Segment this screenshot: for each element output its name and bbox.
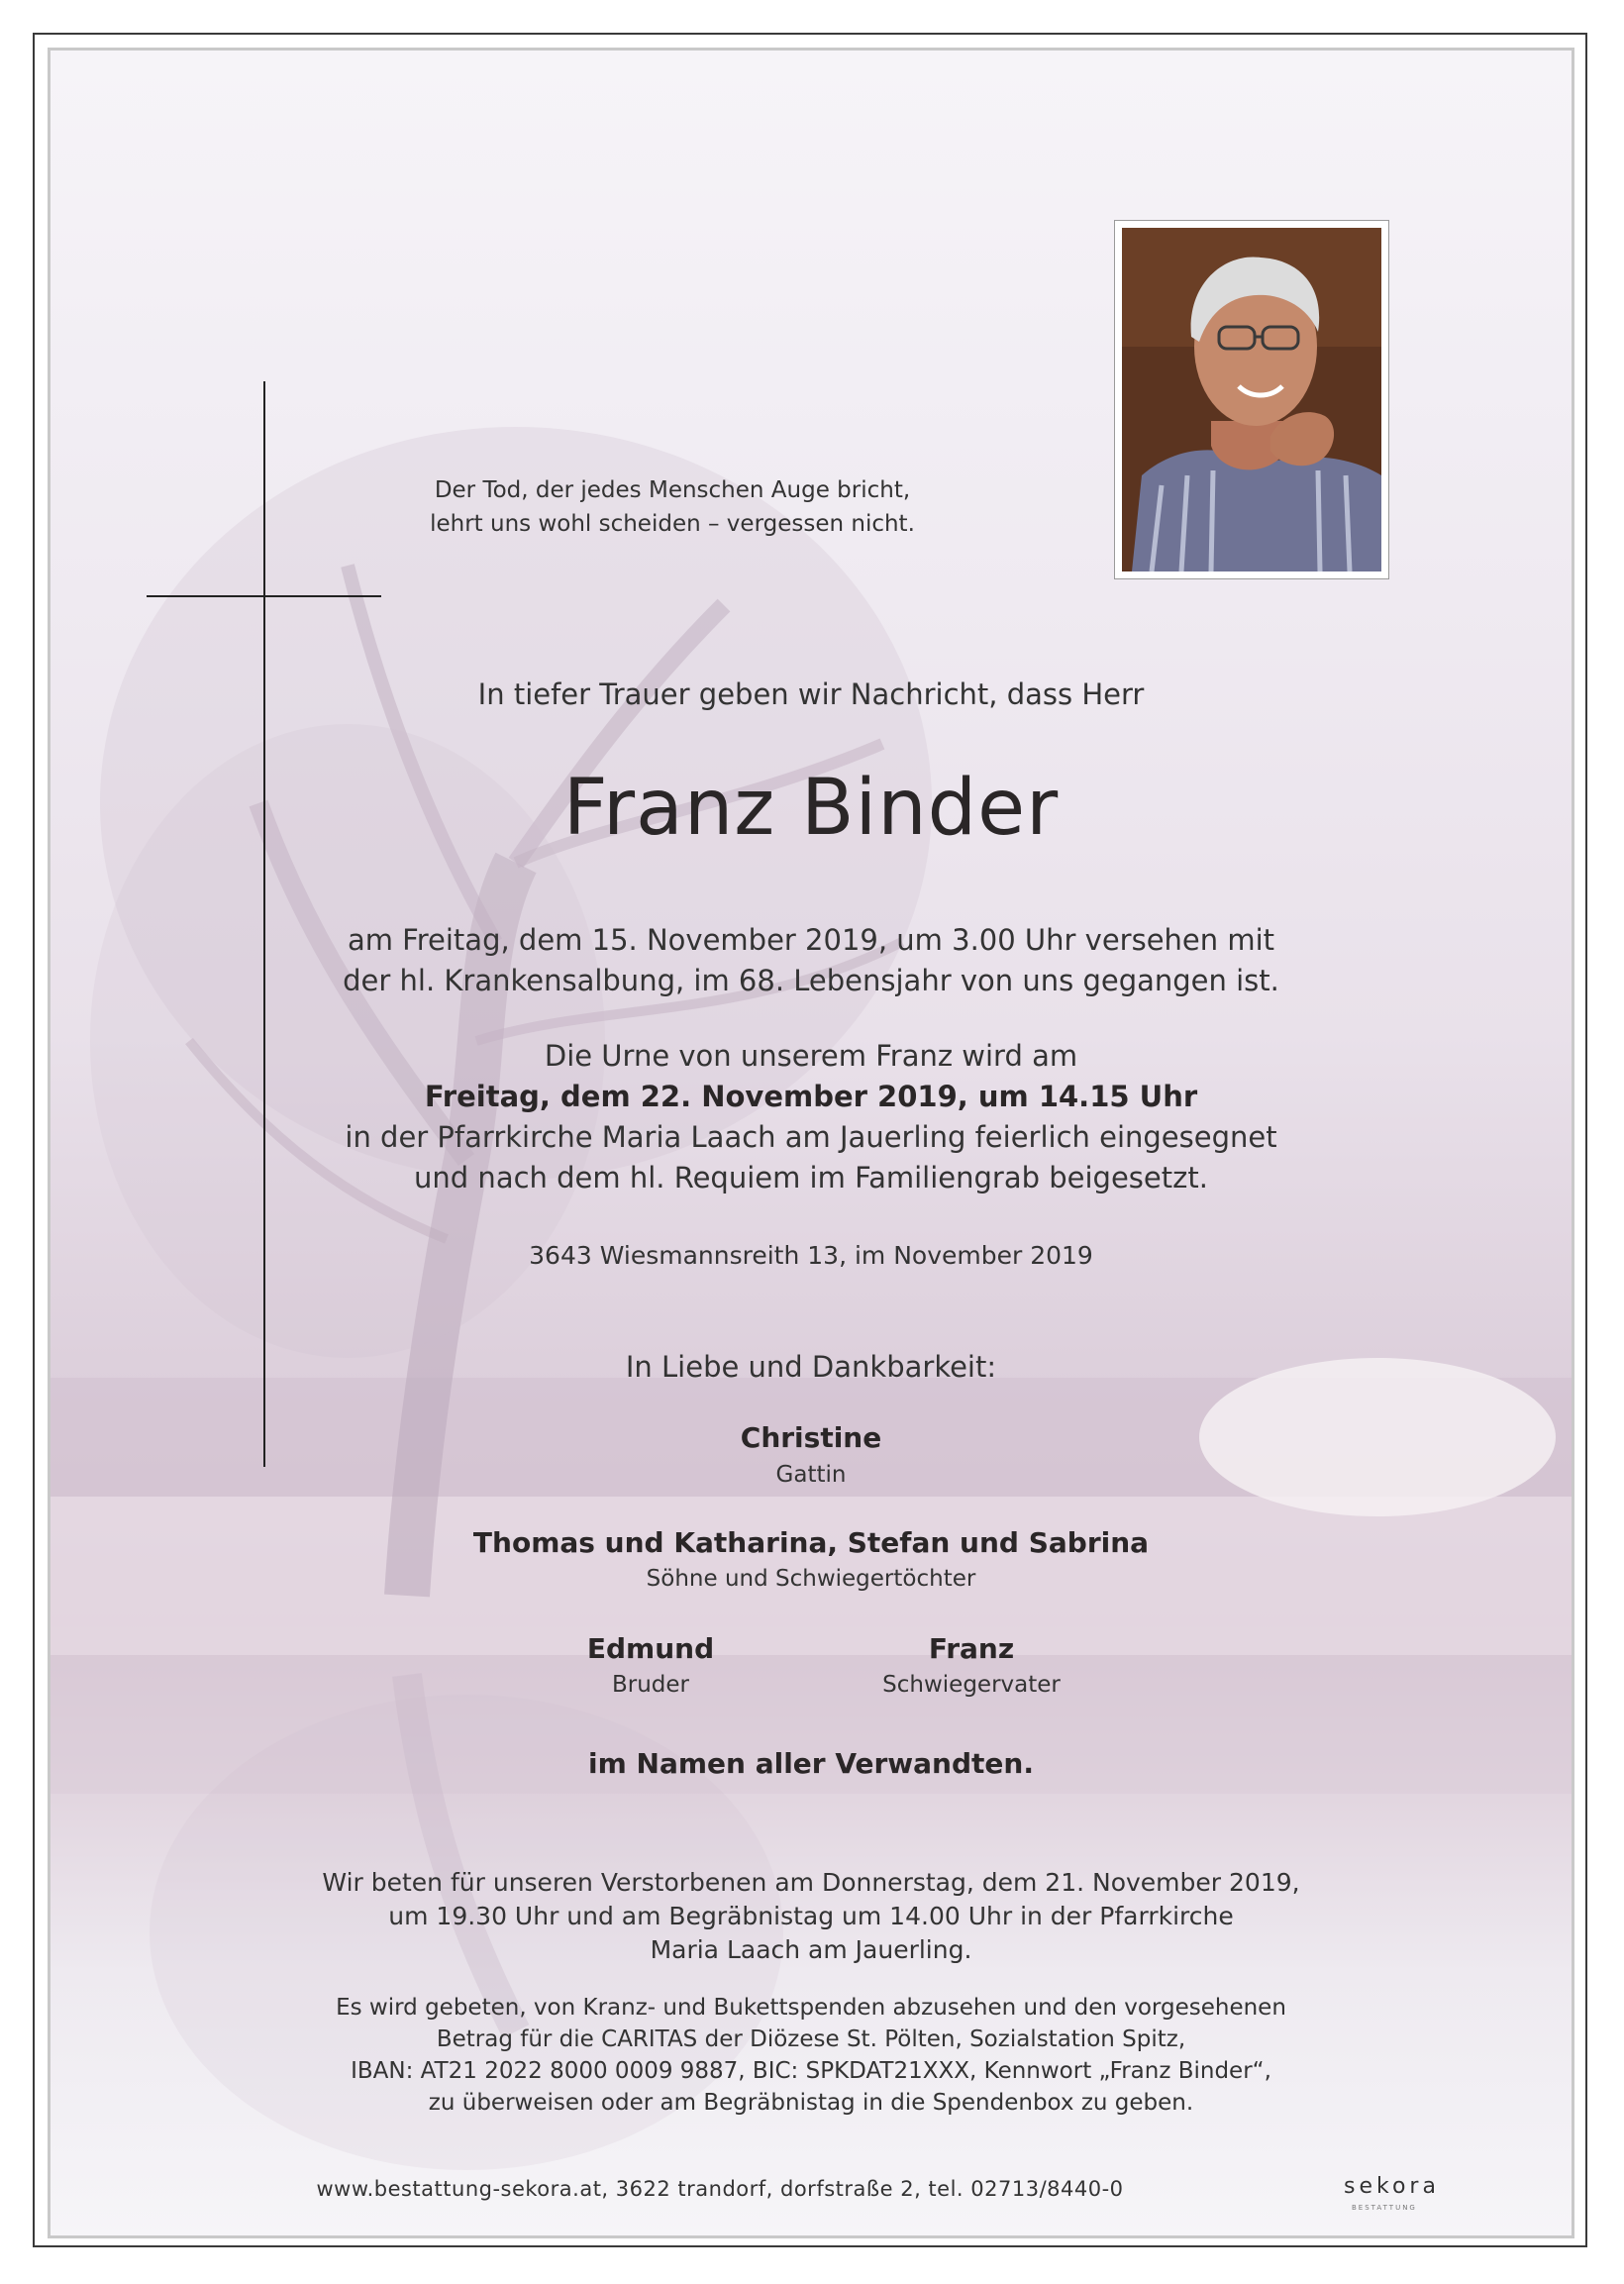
donation-line-1: Es wird gebeten, von Kranz- und Bukettspenden abzusehen und den vorgesehenen [336, 1995, 1286, 2021]
mourner-wife-name: Christine [740, 1421, 882, 1454]
mourner-brother-name: Edmund [586, 1632, 715, 1665]
mourner-wife-relation: Gattin [775, 1462, 847, 1488]
quote-line-1: Der Tod, der jedes Menschen Auge bricht, [434, 477, 911, 503]
relatives-line: im Namen aller Verwandten. [588, 1747, 1034, 1780]
prayer-line-1: Wir beten für unseren Verstorbenen am Donnerstag, dem 21. November 2019, [322, 1868, 1300, 1897]
mourner-children-relation: Söhne und Schwiegertöchter [646, 1566, 976, 1592]
donation-line-2: Betrag für die CARITAS der Diözese St. Pölten, Sozialstation Spitz, [436, 2026, 1186, 2052]
sekora-logo: sekora [1344, 2174, 1440, 2199]
deceased-name: Franz Binder [562, 764, 1060, 853]
death-line-2: der hl. Krankensalbung, im 68. Lebensjahr von uns gegangen ist. [343, 964, 1279, 997]
funeral-date [51, 1077, 1572, 1117]
sekora-logo-sub: BESTATTUNG [1352, 2204, 1417, 2212]
donation-line-3: IBAN: AT21 2022 8000 0009 9887, BIC: SPKDAT21XXX, Kennwort „Franz Binder“, [351, 2058, 1271, 2084]
cross-icon [263, 381, 265, 1467]
quote-line-2: lehrt uns wohl scheiden – vergessen nicht. [430, 511, 915, 537]
funeral-line-1: Die Urne von unserem Franz wird am [544, 1039, 1078, 1073]
funeral-date-text: Freitag, dem 22. November 2019, um 14.15 Uhr [424, 1080, 1198, 1113]
death-line-1: am Freitag, dem 15. November 2019, um 3.00 Uhr versehen mit [347, 923, 1275, 957]
place-date: 3643 Wiesmannsreith 13, im November 2019 [529, 1241, 1093, 1270]
portrait-image [1122, 228, 1381, 571]
intro-text: In tiefer Trauer geben wir Nachricht, dass Herr [477, 677, 1145, 711]
mourner-children-names: Thomas und Katharina, Stefan und Sabrina [472, 1526, 1150, 1559]
mourner-brother-relation: Bruder [611, 1672, 690, 1698]
portrait-photo [1114, 220, 1389, 579]
prayer-line-3: Maria Laach am Jauerling. [650, 1935, 972, 1964]
funeral-line-3: in der Pfarrkirche Maria Laach am Jauerling feierlich eingesegnet [345, 1120, 1277, 1154]
mourner-father-in-law-name: Franz [928, 1632, 1015, 1665]
funeral-line-4: und nach dem hl. Requiem im Familiengrab beigesetzt. [414, 1161, 1208, 1194]
footer-contact: www.bestattung-sekora.at, 3622 trandorf, dorfstraße 2, tel. 02713/8440-0 [316, 2177, 1124, 2201]
prayer-line-2: um 19.30 Uhr und am Begräbnistag um 14.00 Uhr in der Pfarrkirche [388, 1902, 1234, 1930]
donation-line-4: zu überweisen oder am Begräbnistag in die Spendenbox zu geben. [428, 2090, 1194, 2116]
gratitude-heading: In Liebe und Dankbarkeit: [625, 1350, 997, 1384]
cross-icon-bar [147, 595, 381, 597]
mourner-father-in-law-relation: Schwiegervater [882, 1672, 1061, 1698]
